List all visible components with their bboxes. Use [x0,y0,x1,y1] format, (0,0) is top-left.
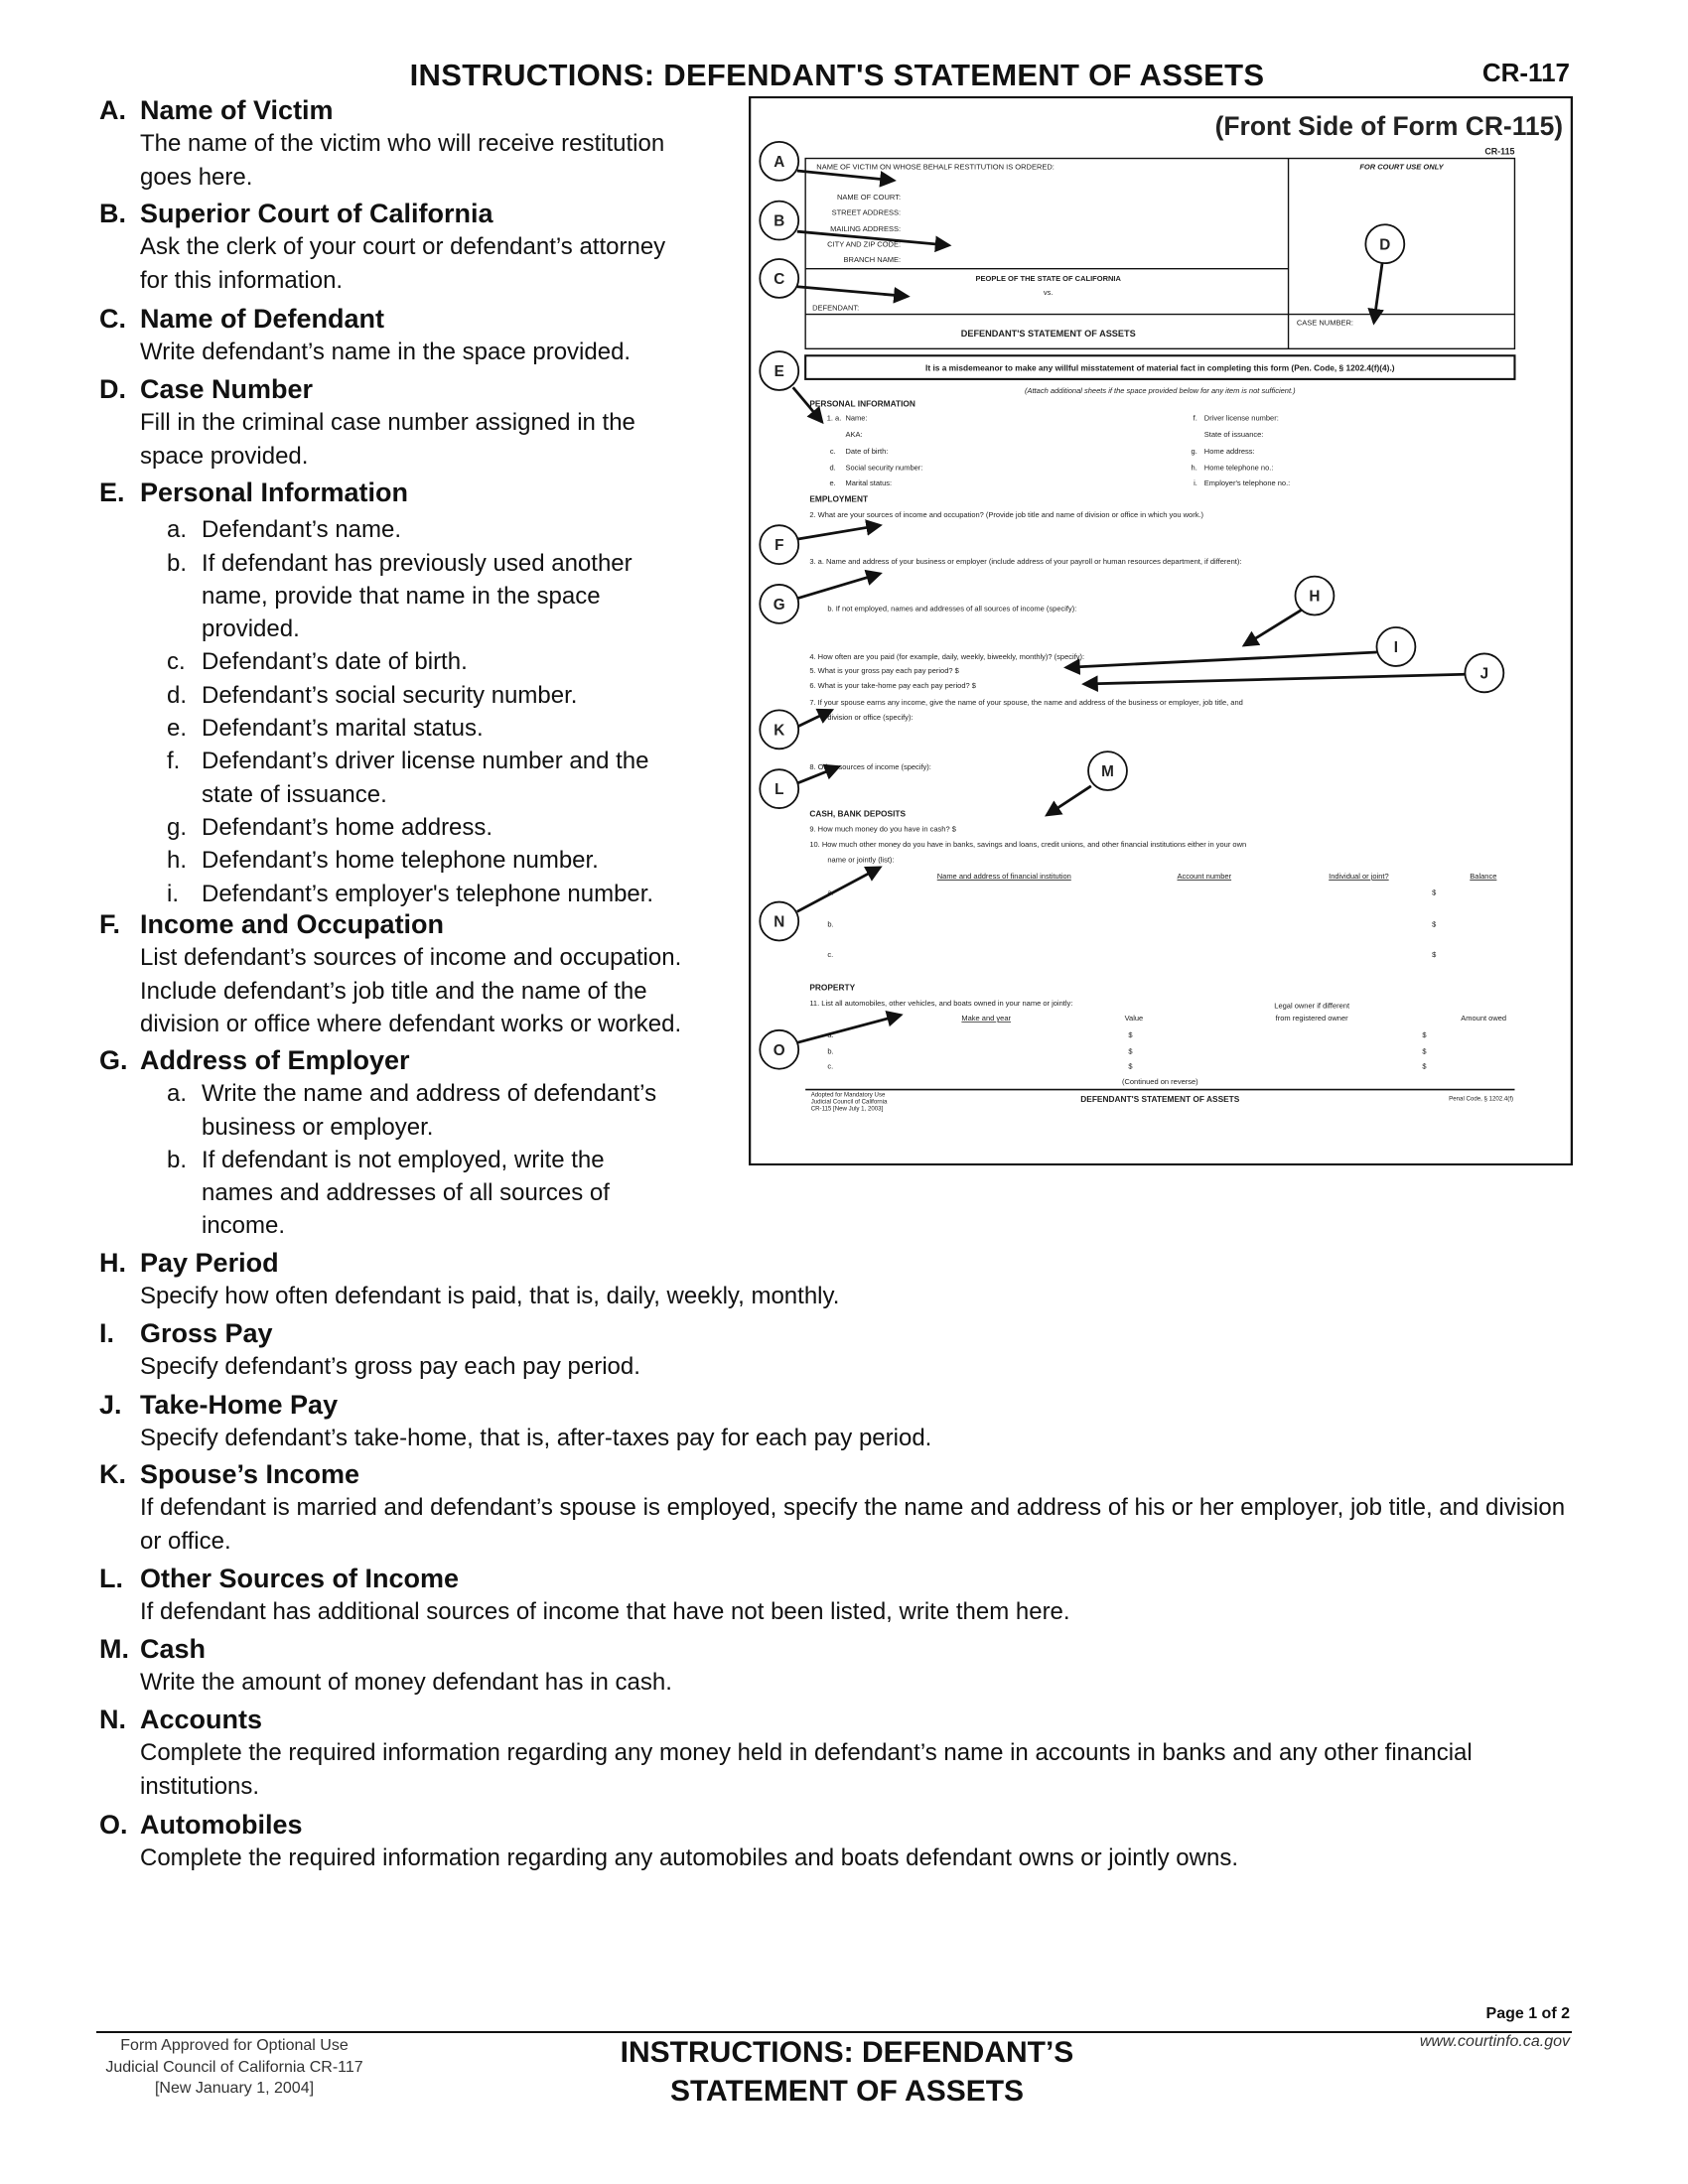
form-footer-left: CR-115 [New July 1, 2003] [810,1105,884,1113]
item-k [99,1458,1569,1558]
sub-text: If defendant has previously used another name, provide that name in the space provided. [202,549,633,643]
sub-letter: a. [167,1080,188,1108]
item-heading: Case Number [140,374,314,404]
dollar-sign: $ [1422,1046,1427,1056]
item-letter: I. [99,1318,115,1348]
footer-left-line: Form Approved for Optional Use [120,2037,349,2054]
column-header: Individual or joint? [1329,871,1389,881]
sub-text: Defendant’s driver license number and the state of issuance. [202,748,649,808]
victim-label: NAME OF VICTIM ON WHOSE BEHALF RESTITUTION IS ORDERED: [816,162,1055,172]
item-heading: Name of Victim [140,95,334,125]
sub-letter: f. [167,748,181,775]
callout-letter: G [773,596,785,614]
callout-letter: E [774,363,784,381]
dollar-sign: $ [1128,1029,1133,1039]
form-footer-left: Adopted for Mandatory Use [810,1091,886,1099]
row-label: a. [827,1029,834,1039]
item-letter: E. [99,478,125,507]
vs-label: vs. [1043,288,1054,298]
court-field: CITY AND ZIP CODE: [827,239,902,249]
item-heading: Automobiles [140,1810,303,1840]
callout-letter: F [774,537,784,555]
form-footer-right: Penal Code, § 1202.4(f) [1449,1095,1514,1103]
item-i [99,1317,1569,1384]
sub-text: Defendant’s name. [202,516,402,544]
item-heading: Pay Period [140,1248,279,1278]
court-field: STREET ADDRESS: [831,207,902,217]
item-c [99,303,715,369]
field-label: Social security number: [845,463,923,473]
item-heading: Take-Home Pay [140,1390,339,1420]
callout-letter: K [774,722,785,740]
item-g [99,1044,715,1243]
item-heading: Address of Employer [140,1045,410,1075]
item-a [99,94,715,194]
callout-e [760,351,798,390]
item-l [99,1563,1569,1629]
statement-title: DEFENDANT'S STATEMENT OF ASSETS [960,328,1136,339]
field-label: Home telephone no.: [1203,463,1274,473]
item-heading: Spouse’s Income [140,1459,360,1489]
row-label: b. [827,919,834,929]
callout-letter: H [1309,588,1321,606]
sub-text: Defendant’s employer's telephone number. [202,880,654,907]
form-number: CR-117 [1481,58,1570,87]
field-letter: c. [829,446,836,456]
question-2: 2. What are your sources of income and occupation? (Provide job title and name of division or office in which you work.) [809,509,1204,519]
footer-title [549,2033,1145,2111]
property-heading: PROPERTY [809,982,856,993]
field-letter: f. [1193,413,1197,423]
item-body: If defendant is married and defendant’s spouse is employed, specify the name and address of his or her employer, job title, and division or office. [140,1494,1566,1555]
dollar-sign: $ [1422,1061,1427,1071]
item-letter: H. [99,1248,126,1278]
sub-letter: c. [167,648,186,676]
item-body: List defendant’s sources of income and occupation. Include defendant’s job title and the name of the division or office where defendant works or worked. [140,944,682,1037]
field-letter: h. [1191,463,1197,473]
sub-text: Defendant’s social security number. [202,681,578,709]
footer-left-line: [New January 1, 2004] [154,2080,315,2097]
field-label: Date of birth: [845,446,889,456]
warning-text: It is a misdemeanor to make any willful misstatement of material fact in completing this form (Pen. Code, § 1202.4(f)(4).) [925,362,1395,373]
item-m [99,1633,1569,1700]
sub-item [99,811,715,844]
item-e [99,477,715,910]
form-cr115-image [749,96,1573,1165]
sub-text: Write the name and address of defendant’s business or employer. [202,1080,657,1141]
callout-c [760,259,798,298]
court-field: MAILING ADDRESS: [830,224,902,234]
column-header: Legal owner if different [1274,1001,1350,1011]
question-3a: 3. a. Name and address of your business or employer (include address of your payroll or human resources department, if different): [809,557,1242,567]
dollar-sign: $ [1422,1029,1427,1039]
callout-letter: I [1393,639,1399,657]
item-letter: M. [99,1634,129,1664]
item-body: Complete the required information regarding any automobiles and boats defendant owns or jointly owns. [140,1844,1238,1872]
employment-heading: EMPLOYMENT [809,493,869,504]
item-letter: A. [99,95,126,125]
item-body: If defendant has additional sources of income that have not been listed, write them here. [140,1598,1070,1626]
callout-l [760,769,798,808]
callout-f [760,525,798,564]
sub-text: Defendant’s home address. [202,813,493,841]
item-h [99,1247,1569,1313]
callout-letter: C [774,270,785,288]
item-body: Write defendant’s name in the space provided. [140,339,632,366]
item-d [99,373,715,473]
court-field: BRANCH NAME: [843,254,902,264]
footer-title-line: STATEMENT OF ASSETS [669,2075,1025,2108]
court-field: NAME OF COURT: [836,193,902,203]
question-8: 8. Other sources of income (specify): [809,762,931,772]
item-j [99,1389,1569,1455]
item-letter: O. [99,1810,128,1840]
form-footer-title: DEFENDANT'S STATEMENT OF ASSETS [1080,1094,1240,1105]
row-label: a. [827,887,834,897]
attach-note: (Attach additional sheets if the space provided below for any item is not sufficient.) [1024,385,1296,395]
sub-item [99,645,715,678]
question-10-cont: name or jointly (list): [827,855,895,865]
sub-item [99,1077,715,1144]
continued-note: (Continued on reverse) [1121,1077,1198,1087]
row-label: c. [827,950,834,960]
item-heading: Personal Information [140,478,409,507]
question-5: 5. What is your gross pay each pay period? $ [809,665,959,675]
sub-text: Defendant’s home telephone number. [202,847,599,875]
dollar-sign: $ [1128,1061,1133,1071]
sub-letter: g. [167,813,188,841]
footer-url[interactable]: www.courtinfo.ca.gov [1419,2033,1570,2050]
question-10: 10. How much other money do you have in banks, savings and loans, credit unions, and other financial institutions either in your own [809,839,1247,849]
item-heading: Name of Defendant [140,304,385,334]
callout-letter: O [773,1041,785,1059]
item-n [99,1704,1569,1803]
dollar-sign: $ [1432,919,1437,929]
item-body: Specify how often defendant is paid, that is, daily, weekly, monthly. [140,1283,840,1310]
question-3b: b. If not employed, names and addresses of all sources of income (specify): [827,604,1077,614]
sub-item [99,1144,715,1243]
callout-letter: D [1379,236,1391,254]
column-header: Name and address of financial institution [936,871,1071,881]
field-letter: g. [1191,446,1197,456]
field-letter: 1. a. [826,413,842,423]
callout-i [1376,627,1415,666]
page-title: INSTRUCTIONS: DEFENDANT'S STATEMENT OF ASSETS [409,58,1265,92]
sub-letter: d. [167,681,188,709]
column-header: Balance [1470,871,1497,881]
item-heading: Cash [140,1634,207,1664]
sub-letter: a. [167,516,188,544]
item-o [99,1809,1569,1875]
callout-b [760,202,798,240]
footer-left [85,2035,383,2100]
column-header: from registered owner [1275,1014,1348,1024]
item-body: Write the amount of money defendant has in cash. [140,1669,672,1697]
question-9: 9. How much money do you have in cash? $ [809,824,956,834]
column-header: Make and year [961,1014,1012,1024]
page-number: Page 1 of 2 [1485,2005,1570,2022]
callout-j [1465,653,1503,692]
field-label: Home address: [1203,446,1255,456]
question-7-cont: division or office (specify): [827,713,914,723]
item-body: Fill in the criminal case number assigned in the space provided. [140,409,635,470]
callout-d [1365,224,1404,263]
column-header: Account number [1177,871,1232,881]
form-illustration [749,96,1573,1165]
item-heading: Superior Court of California [140,199,493,228]
sub-text: Defendant’s marital status. [202,715,484,743]
item-letter: J. [99,1390,122,1420]
callout-m [1088,751,1127,790]
sub-letter: e. [167,715,188,743]
personal-heading: PERSONAL INFORMATION [809,398,915,409]
callout-letter: M [1101,763,1114,781]
sub-letter: i. [167,880,179,907]
field-label: Driver license number: [1203,413,1279,423]
form-title: (Front Side of Form CR-115) [1214,110,1564,141]
court-use-label: FOR COURT USE ONLY [1359,162,1444,172]
callout-letter: B [774,212,785,230]
callout-letter: L [774,781,784,799]
sub-item [99,547,715,646]
row-label: b. [827,1046,834,1056]
case-number-label: CASE NUMBER: [1296,318,1353,328]
field-letter: i. [1194,478,1197,487]
item-letter: B. [99,199,126,228]
sub-item [99,513,715,546]
item-letter: G. [99,1045,128,1075]
callout-n [760,902,798,941]
dollar-sign: $ [1432,950,1437,960]
callout-o [760,1030,798,1069]
sub-item [99,745,715,811]
footer-left-line: Judicial Council of California CR-117 [105,2058,363,2076]
dollar-sign: $ [1432,887,1437,897]
sub-letter: b. [167,549,188,577]
field-letter: e. [829,478,836,487]
item-f [99,908,735,1040]
callout-letter: A [774,153,785,171]
item-letter: F. [99,909,121,939]
callout-h [1295,577,1334,615]
cash-heading: CASH, BANK DEPOSITS [809,808,907,819]
column-header: Amount owed [1461,1014,1507,1024]
question-11: 11. List all automobiles, other vehicles, and boats owned in your name or jointly: [809,998,1073,1008]
people-label: PEOPLE OF THE STATE OF CALIFORNIA [975,274,1121,284]
item-letter: N. [99,1705,126,1734]
item-b [99,198,715,297]
callout-k [760,710,798,749]
dollar-sign: $ [1128,1046,1133,1056]
field-label: Employer's telephone no.: [1203,478,1291,487]
sub-letter: h. [167,847,188,875]
field-label: State of issuance: [1203,430,1264,440]
sub-text: Defendant’s date of birth. [202,648,468,676]
item-letter: L. [99,1564,123,1593]
column-header: Value [1124,1014,1144,1024]
item-body: Specify defendant’s take-home, that is, after-taxes pay for each pay period. [140,1425,932,1452]
field-label: Marital status: [845,478,893,487]
item-letter: D. [99,374,126,404]
form-footer-left: Judicial Council of California [810,1098,888,1106]
question-4: 4. How often are you paid (for example, daily, weekly, biweekly, monthly)? (specify): [809,651,1085,661]
item-heading: Other Sources of Income [140,1564,460,1593]
item-letter: C. [99,304,126,334]
item-heading: Accounts [140,1705,263,1734]
field-label: Name: [845,413,868,423]
item-heading: Income and Occupation [140,909,445,939]
defendant-label: DEFENDANT: [812,303,860,313]
callout-letter: N [774,913,785,931]
footer-title-line: INSTRUCTIONS: DEFENDANT’S [620,2036,1074,2069]
callout-a [760,142,798,181]
sub-letter: b. [167,1146,188,1173]
item-body: Specify defendant’s gross pay each pay period. [140,1353,640,1381]
form-number: CR-115 [1484,146,1515,157]
item-body: Complete the required information regarding any money held in defendant’s name in accounts in banks and any other financial institutions. [140,1739,1473,1800]
sub-item [99,679,715,712]
question-6: 6. What is your take-home pay each pay period? $ [809,681,976,691]
sub-item [99,844,715,877]
field-label: AKA: [845,430,863,440]
question-7: 7. If your spouse earns any income, give the name of your spouse, the name and address of the business or employer, job title, and [809,697,1243,707]
item-letter: K. [99,1459,126,1489]
sub-item [99,712,715,745]
item-heading: Gross Pay [140,1318,273,1348]
sub-text: If defendant is not employed, write the names and addresses of all sources of income. [202,1146,610,1240]
callout-g [760,585,798,623]
item-body: Ask the clerk of your court or defendant’s attorney for this information. [140,233,666,294]
field-letter: d. [829,463,836,473]
row-label: c. [827,1061,834,1071]
callout-letter: J [1479,665,1489,683]
sub-item [99,878,715,910]
item-body: The name of the victim who will receive restitution goes here. [140,130,665,191]
